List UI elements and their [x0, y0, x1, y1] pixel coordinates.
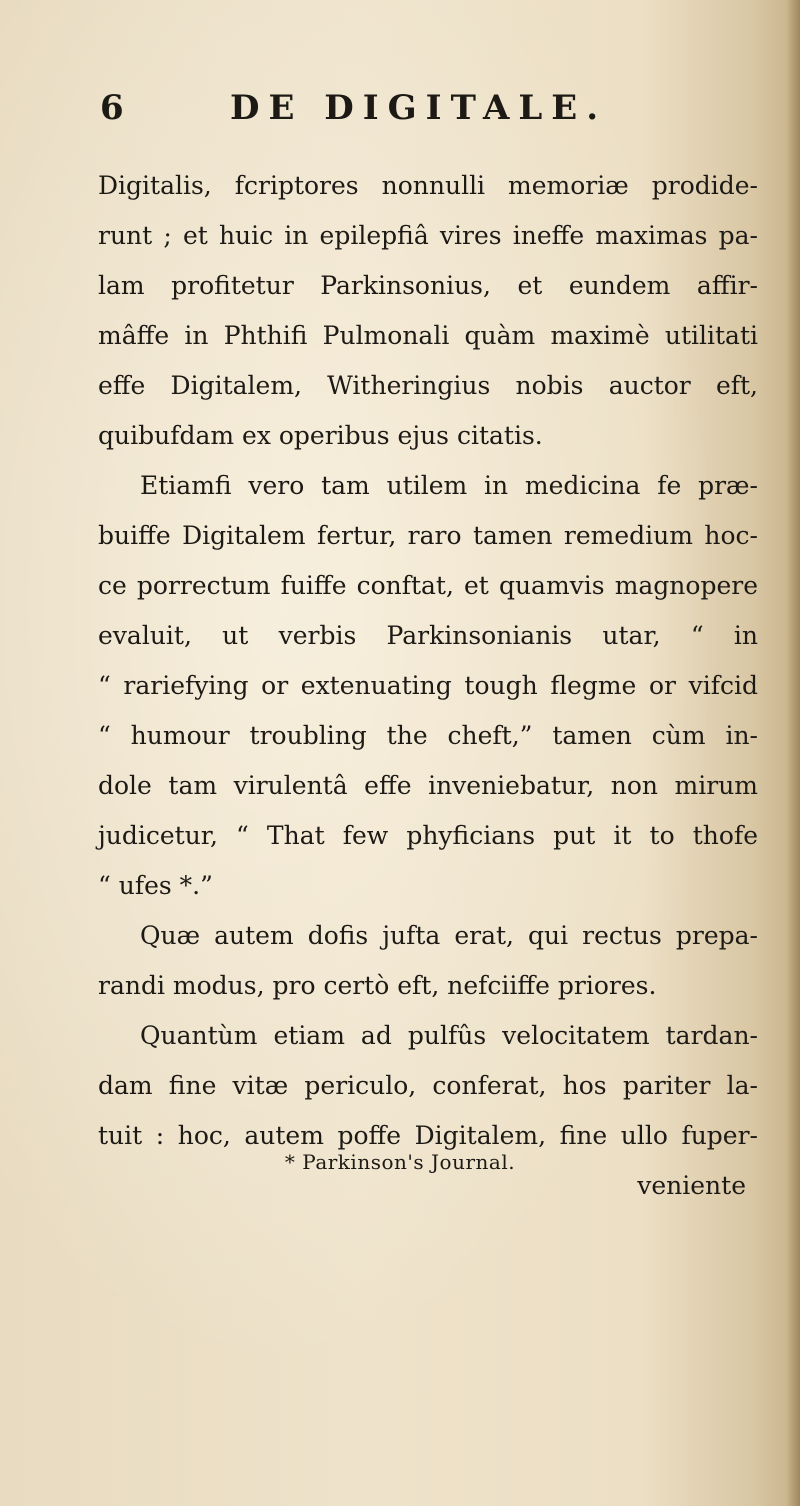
- text-line: dole tam virulentâ effe inveniebatur, non mirum: [98, 771, 758, 800]
- text-line: evaluit, ut verbis Parkinsonianis utar, “ in: [98, 621, 758, 650]
- running-head: [100, 88, 660, 138]
- footnote: * Parkinson's Journal.: [284, 1150, 516, 1174]
- text-line: Quantùm etiam ad pulfûs velocitatem tardan-: [140, 1021, 758, 1050]
- text-line: buiffe Digitalem fertur, raro tamen remedium hoc-: [98, 521, 758, 550]
- page-number: 6: [100, 88, 125, 128]
- page-edge-shadow: [786, 0, 800, 1506]
- text-line: judicetur, “ That few phyficians put it to thofe: [98, 821, 758, 850]
- text-line: runt ; et huic in epilepfiâ vires ineffe maximas pa-: [98, 221, 758, 250]
- text-line: “ rariefying or extenuating tough flegme or vifcid: [98, 671, 758, 700]
- text-line: Etiamfi vero tam utilem in medicina fe præ-: [140, 471, 758, 500]
- catchword: veniente: [637, 1171, 746, 1200]
- text-line: ce porrectum fuiffe conftat, et quamvis magnopere: [98, 571, 758, 600]
- text-line: Quæ autem dofis jufta erat, qui rectus prepa-: [140, 921, 758, 950]
- page-title: DE DIGITALE.: [230, 88, 608, 128]
- text-line: randi modus, pro certò eft, nefciiffe priores.: [98, 971, 657, 1000]
- text-line: mâffe in Phthifi Pulmonali quàm maximè utilitati: [98, 321, 758, 350]
- text-line: dam fine vitæ periculo, conferat, hos pariter la-: [98, 1071, 758, 1100]
- text-line: tuit : hoc, autem poffe Digitalem, fine ullo fuper-: [98, 1121, 758, 1150]
- text-line: Digitalis, fcriptores nonnulli memoriæ prodide-: [98, 171, 758, 200]
- text-line: lam profitetur Parkinsonius, et eundem affir-: [98, 271, 758, 300]
- text-line: quibufdam ex operibus ejus citatis.: [98, 421, 543, 450]
- text-line: “ humour troubling the cheft,” tamen cùm in-: [98, 721, 758, 750]
- text-line: “ ufes *.”: [98, 871, 213, 900]
- body-text: [98, 165, 758, 1215]
- text-line: effe Digitalem, Witheringius nobis auctor eft,: [98, 371, 758, 400]
